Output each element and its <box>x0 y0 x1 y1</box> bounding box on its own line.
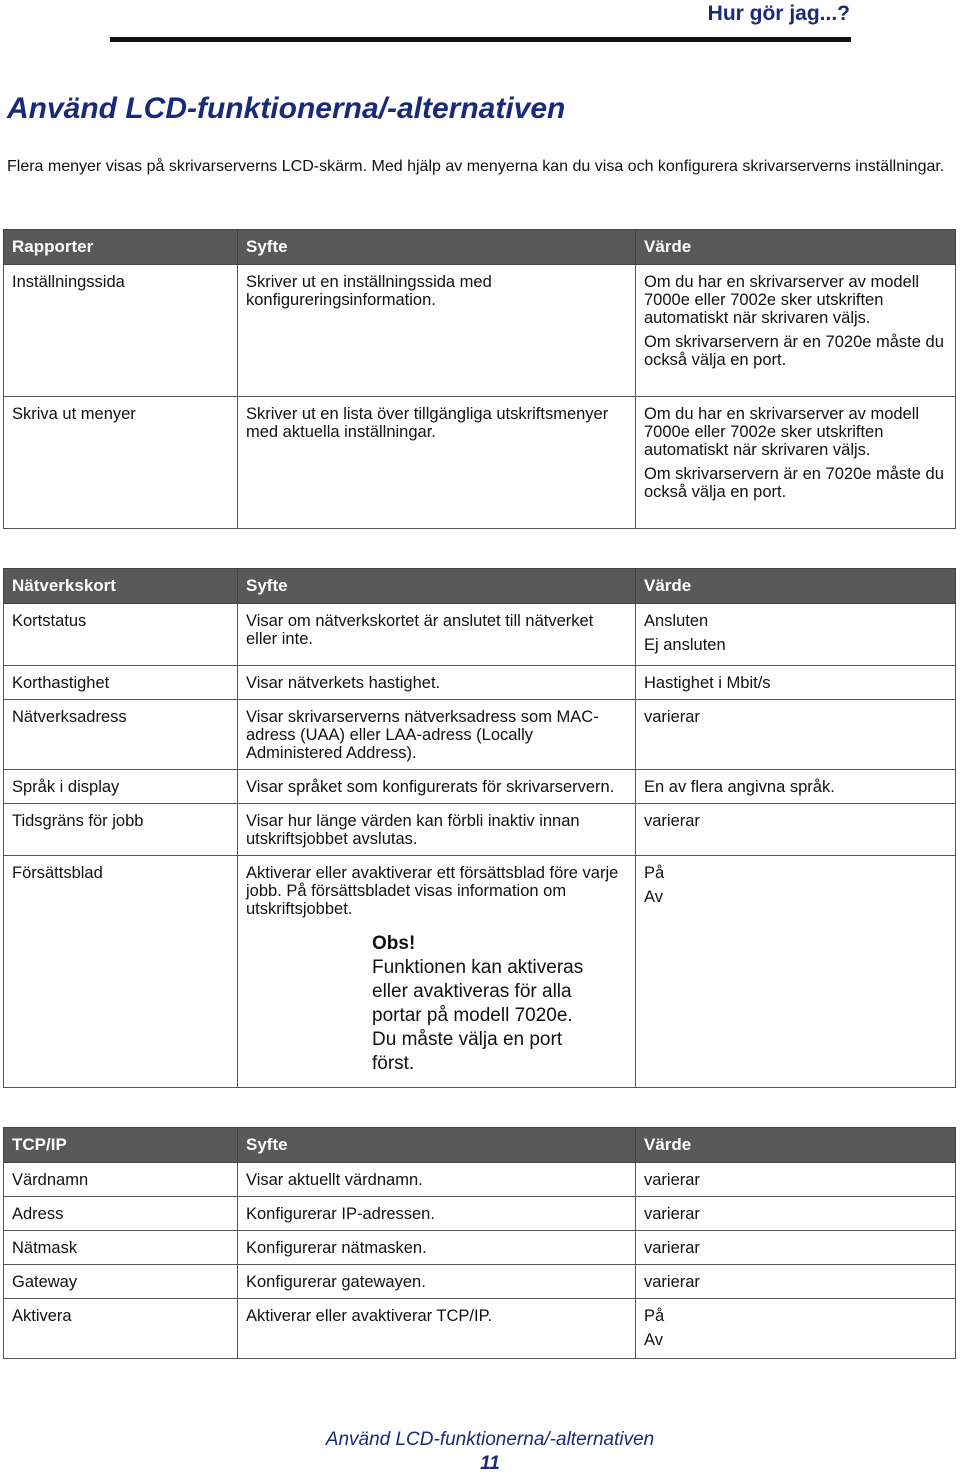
row-value: varierar <box>636 1231 956 1265</box>
table-row <box>4 1163 956 1197</box>
table-row <box>4 700 956 770</box>
row-purpose: Konfigurerar nätmasken. <box>238 1231 636 1265</box>
row-value: varierar <box>636 1163 956 1197</box>
row-purpose: Visar skrivarserverns nätverksadress som MAC-adress (UAA) eller LAA-adress (Locally Administered Address). <box>238 700 636 770</box>
row-value: En av flera angivna språk. <box>636 770 956 804</box>
row-purpose: Konfigurerar gatewayen. <box>238 1265 636 1299</box>
row-name: Nätmask <box>4 1231 238 1265</box>
value-line: Ansluten <box>644 612 709 630</box>
value-line: Om skrivarservern är en 7020e måste du också välja en port. <box>644 333 944 369</box>
row-name: Skriva ut menyer <box>4 397 238 529</box>
column-header: Syfte <box>238 569 636 604</box>
table-row <box>4 1197 956 1231</box>
column-header: Syfte <box>238 1128 636 1163</box>
table-row <box>4 604 956 666</box>
row-purpose: Visar hur länge värden kan förbli inaktiv innan utskriftsjobbet avslutas. <box>238 804 636 856</box>
row-name: Försättsblad <box>4 856 238 1088</box>
column-header: Värde <box>636 1128 956 1163</box>
row-purpose: Visar språket som konfigurerats för skrivarservern. <box>238 770 636 804</box>
table-row <box>4 770 956 804</box>
network-card-table <box>3 568 956 1088</box>
intro-paragraph: Flera menyer visas på skrivarserverns LCD-skärm. Med hjälp av menyerna kan du visa och konfigurera skrivarserverns inställningar. <box>7 158 945 175</box>
value-line: Ej ansluten <box>644 636 726 654</box>
page-title: Använd LCD-funktionerna/-alternativen <box>7 92 566 125</box>
value-line: Om du har en skrivarserver av modell 7000e eller 7002e sker utskriften automatiskt när skrivaren väljs. <box>644 273 920 327</box>
table-header-row <box>4 1128 956 1163</box>
table-header-row <box>4 230 956 265</box>
value-line: Av <box>644 888 663 906</box>
note-label: Obs! <box>372 933 416 954</box>
column-header: Värde <box>636 230 956 265</box>
table-row <box>4 856 956 1088</box>
row-value <box>636 1299 956 1359</box>
table-row <box>4 265 956 397</box>
table-row <box>4 1299 956 1359</box>
reports-table <box>3 229 956 529</box>
row-name: Värdnamn <box>4 1163 238 1197</box>
header-title: Hur gör jag...? <box>707 2 850 25</box>
column-header: Värde <box>636 569 956 604</box>
column-header: Nätverkskort <box>4 569 238 604</box>
row-purpose: Visar om nätverkskortet är anslutet till nätverket eller inte. <box>238 604 636 666</box>
row-purpose: Aktiverar eller avaktiverar TCP/IP. <box>238 1299 636 1359</box>
row-purpose: Skriver ut en lista över tillgängliga utskriftsmenyer med aktuella inställningar. <box>238 397 636 529</box>
row-value: varierar <box>636 804 956 856</box>
row-name: Tidsgräns för jobb <box>4 804 238 856</box>
column-header: TCP/IP <box>4 1128 238 1163</box>
value-line: Om skrivarservern är en 7020e måste du också välja en port. <box>644 465 944 501</box>
row-purpose: Visar aktuellt värdnamn. <box>238 1163 636 1197</box>
table-row <box>4 1265 956 1299</box>
row-value <box>636 265 956 397</box>
row-value <box>636 397 956 529</box>
row-name: Aktivera <box>4 1299 238 1359</box>
header-rule <box>110 37 851 42</box>
value-line: På <box>644 864 665 882</box>
column-header: Syfte <box>238 230 636 265</box>
value-line: På <box>644 1307 665 1325</box>
row-purpose: Visar nätverkets hastighet. <box>238 666 636 700</box>
footer-title: Använd LCD-funktionerna/-alternativen <box>325 1429 655 1450</box>
table-row <box>4 1231 956 1265</box>
row-purpose <box>238 856 636 1088</box>
purpose-text: Aktiverar eller avaktiverar ett försättsblad före varje jobb. På försättsbladet visas information om utskriftsjobbet. <box>246 864 619 918</box>
note-box <box>246 932 627 1076</box>
row-purpose: Konfigurerar IP-adressen. <box>238 1197 636 1231</box>
table-row <box>4 397 956 529</box>
table-header-row <box>4 569 956 604</box>
row-value <box>636 856 956 1088</box>
table-row <box>4 804 956 856</box>
row-purpose: Skriver ut en inställningssida med konfigureringsinformation. <box>238 265 636 397</box>
value-line: Av <box>644 1331 663 1349</box>
row-value: Hastighet i Mbit/s <box>636 666 956 700</box>
row-name: Inställningssida <box>4 265 238 397</box>
note-text: Funktionen kan aktiveras eller avaktiveras för alla portar på modell 7020e. Du måste välja en port först. <box>372 957 584 1074</box>
row-value: varierar <box>636 700 956 770</box>
row-name: Gateway <box>4 1265 238 1299</box>
row-name: Kortstatus <box>4 604 238 666</box>
column-header: Rapporter <box>4 230 238 265</box>
value-line: Om du har en skrivarserver av modell 7000e eller 7002e sker utskriften automatiskt när skrivaren väljs. <box>644 405 920 459</box>
page-number: 11 <box>480 1453 500 1474</box>
row-value: varierar <box>636 1265 956 1299</box>
table-row <box>4 666 956 700</box>
row-name: Adress <box>4 1197 238 1231</box>
row-value: varierar <box>636 1197 956 1231</box>
tcpip-table <box>3 1127 956 1359</box>
row-name: Nätverksadress <box>4 700 238 770</box>
row-name: Språk i display <box>4 770 238 804</box>
row-name: Korthastighet <box>4 666 238 700</box>
row-value <box>636 604 956 666</box>
